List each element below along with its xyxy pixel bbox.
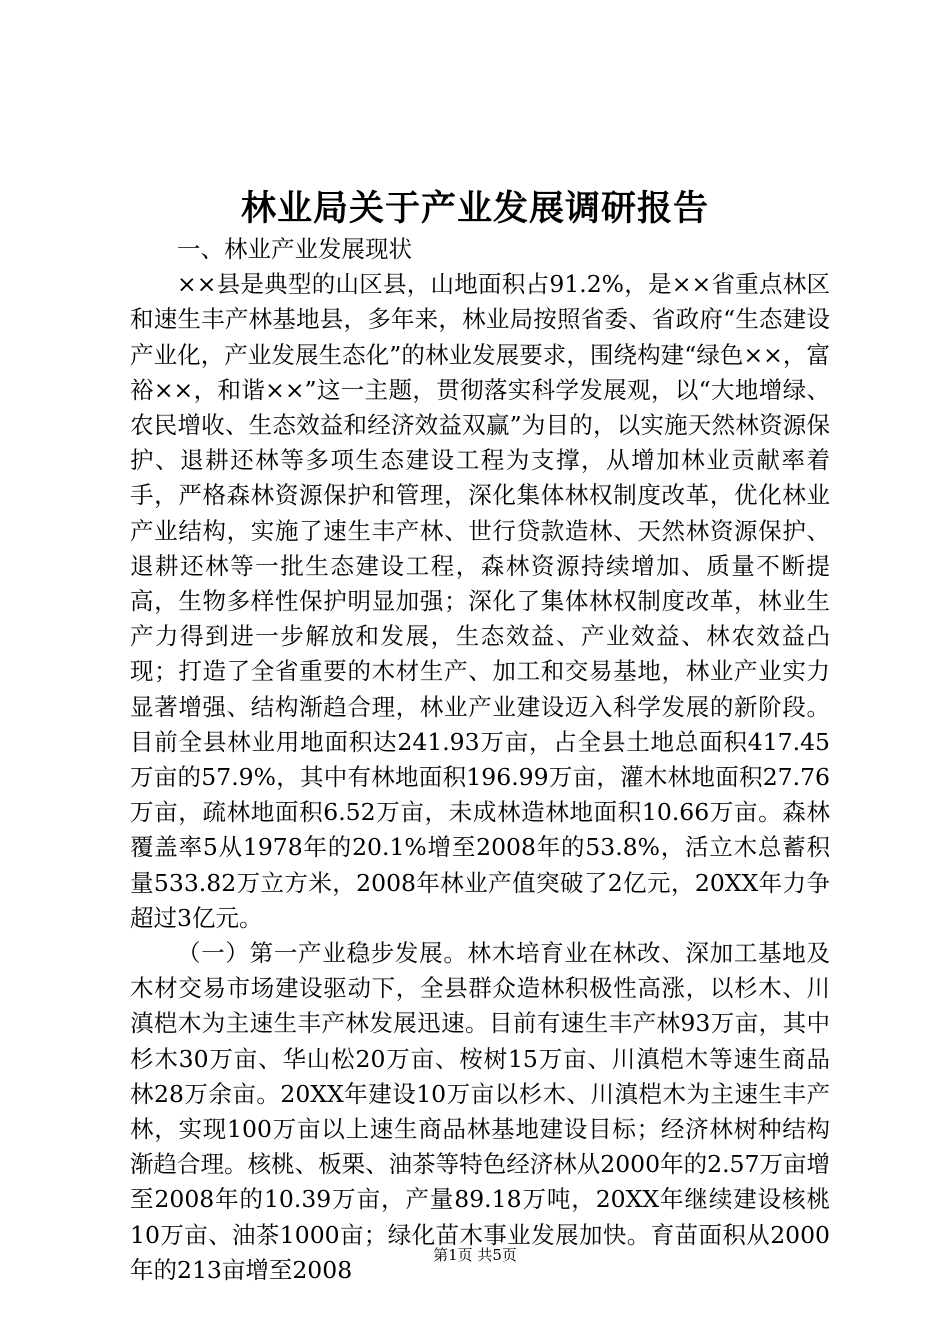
paragraph-primary-industry: （一）第一产业稳步发展。林木培育业在林改、深加工基地及木材交易市场建设驱动下，全县群众造林积极性高涨，以杉木、川滇桤木为主速生丰产林发展迅速。目前有速生丰产林93万亩，其中杉木30万亩、华山松20万亩、桉树15万亩、川滇桤木等速生商品林28万余亩。20XX年建设10万亩以杉木、川滇桤木为主速生丰产林，实现100万亩以上速生商品林基地建设目标；经济林树种结构渐趋合理。核桃、板栗、油茶等特色经济林从2000年的2.57万亩增至2008年的10.39万亩，产量89.18万吨，20XX年继续建设核桃10万亩、油茶1000亩；绿化苗木事业发展加快。育苗面积从2000年的213亩增至2008: [130, 939, 830, 1284]
document-title: 林业局关于产业发展调研报告: [240, 188, 709, 229]
paragraph-current-status: ××县是典型的山区县，山地面积占91.2%，是××省重点林区和速生丰产林基地县，多年来，林业局按照省委、省政府“生态建设产业化，产业发展生态化”的林业发展要求，围绕构建“绿色××，富裕××，和谐××”这一主题，贯彻落实科学发展观，以“大地增绿、农民增收、生态效益和经济效益双赢”为目的，以实施天然林资源保护、退耕还林等多项生态建设工程为支撑，从增加林业贡献率着手，严格森林资源保护和管理，深化集体林权制度改革，优化林业产业结构，实施了速生丰产林、世行贷款造林、天然林资源保护、退耕还林等一批生态建设工程，森林资源持续增加、质量不断提高，生物多样性保护明显加强；深化了集体林权制度改革，林业生产力得到进一步解放和发展，生态效益、产业效益、林农效益凸现；打造了全省重要的木材生产、加工和交易基地，林业产业实力显著增强、结构渐趋合理，林业产业建设迈入科学发展的新阶段。目前全县林业用地面积达241.93万亩，占全县土地总面积417.45万亩的57.9%，其中有林地面积196.99万亩，灌木林地面积27.76万亩，疏林地面积6.52万亩，未成林造林地面积10.66万亩。森林覆盖率5从1978年的20.1%增至2008年的53.8%，活立木总蓄积量533.82万立方米，2008年林业产值突破了2亿元，20XX年力争超过3亿元。: [130, 270, 830, 932]
page-number-footer: 第1页 共5页: [433, 1246, 517, 1264]
document-body: [130, 232, 830, 1288]
section-heading: 一、林业产业发展现状: [177, 235, 412, 263]
